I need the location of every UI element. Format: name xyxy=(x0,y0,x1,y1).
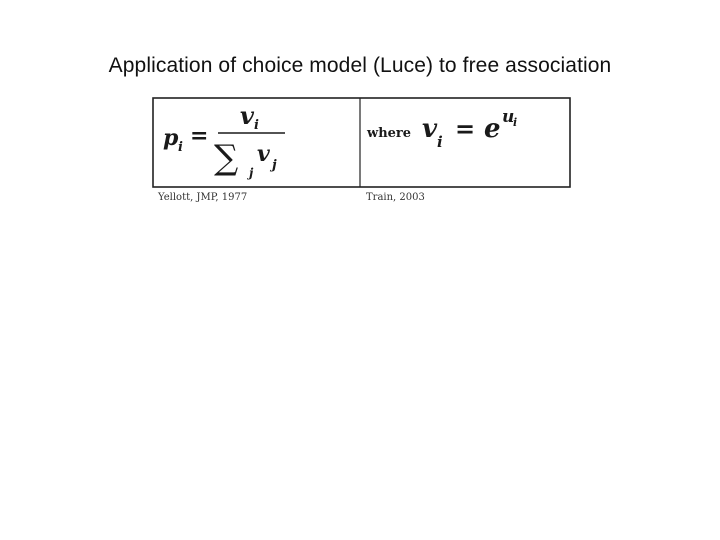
denominator-v: v xyxy=(257,141,270,167)
formula-figure-svg xyxy=(152,97,571,207)
denominator-subscript: j xyxy=(272,158,277,173)
formula-figure xyxy=(152,97,571,207)
equals-sign-right: = xyxy=(455,114,476,143)
exponent-subscript: i xyxy=(513,116,518,129)
sum-symbol: ∑ xyxy=(214,138,239,178)
right-citation: Train, 2003 xyxy=(366,192,425,203)
numerator-v: v xyxy=(240,101,254,130)
left-citation: Yellott, JMP, 1977 xyxy=(158,192,248,203)
base-e: e xyxy=(484,114,501,144)
where-label: where xyxy=(367,126,412,141)
rhs-v-subscript: i xyxy=(437,133,443,151)
slide-title: Application of choice model (Luce) to free association xyxy=(108,54,612,77)
exponent-u: u xyxy=(502,107,515,127)
sum-index: j xyxy=(249,166,254,180)
equals-sign-left: = xyxy=(190,123,209,149)
rhs-v: v xyxy=(422,114,438,144)
lhs-p: p xyxy=(163,125,179,151)
lhs-p-subscript: i xyxy=(178,140,183,155)
numerator-subscript: i xyxy=(254,118,259,133)
